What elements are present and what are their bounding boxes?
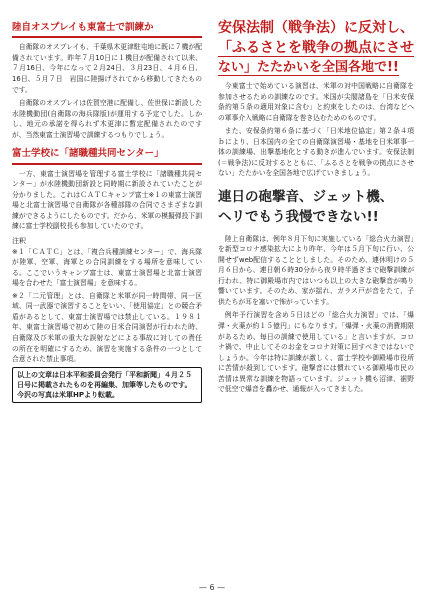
fuji-school-paragraph: 一方、東富士演習場を管理する富士学校に「諸職種共同センター」が水陸機動団新設と同時期に新設されていたことが分かりました。これはＣＡＴＣキャンプ富士※１の東富士演習場と北富士演習場で自衛隊が各種部隊の合同でさまざまな訓練ができるようにしたものです。だから、米軍の模擬弾投下訓練に富士学校副校長も参加していたのです。 — [12, 169, 202, 231]
article1-paragraph-2: また、安保条約第６条に基づく「日米地位協定」第２条４項ｂにより、日本国内の全ての自衛隊演習場・基地を日米軍事一体の訓練場、出撃基地化とする動きが進んでいます。安保法制(＝戦争法)に反対するとともに、「ふるさとを戦争の拠点にさせない」たたかいを全国各地で広げていきましょう。 — [218, 127, 414, 178]
osprey-paragraph-2: 自衛隊のオスプレイは佐賀空港に配備し、佐世保に新設した水陸機動団(自衛隊の海兵隊版)が運用する予定でした。しかし、地元の承諾を得られず木更津に暫定配備されたのですが、当然東富士演習場で訓練するつもりでしょう。 — [12, 99, 202, 139]
right-column — [218, 20, 414, 398]
note-2: ※２「二元管理」とは、自衛隊と米軍が同一時間帯、同一区域、同一武器で演習することをいい、「使用協定」との競合矛盾があるとして、東富士演習場では禁止している。１９８１年、東富士演習場で初めて陸の日米合同演習が行われた時、自衛隊及び米軍の重大な誤射などによる事故に対しての責任の所在を明確にするため、演習を実施する条件の一つとして合意された禁止事項。 — [12, 291, 202, 364]
headline-line-1: 安保法制（戦争法）に反対し、 — [218, 20, 414, 36]
headline2-line-1: 連日の砲撃音、ジェット機、 — [218, 188, 394, 205]
headline-line-2: 「ふるさとを戦争の拠点にさせ — [218, 39, 414, 56]
article2-paragraph-1: 陸上自衛隊は、例年８月下旬に実施している「総合火力演習」を新型コロナ感染拡大により昨年、今年は５月下旬に行い、公開せずweb配信することとしました。そのため、連休明けの５月６日から、連日朝６時30分から夜９時半過ぎまで砲撃訓練が行われ、特に御殿場市内ではいつも以上の大きな砲撃音が鳴り響いています。そのため、家が揺れ、ガラス戸が音をたて、子供たちが耳を塞いで怖がっています。 — [218, 234, 414, 306]
section-title-fuji-school: 富士学校に「諸職種共同センター」 — [12, 146, 202, 164]
page-number: — 6 — — [198, 583, 226, 592]
left-column — [12, 20, 202, 403]
source-note-box: 以上の文章は日本平和委員会発行「平和新聞」４月２５日号に掲載されたものを再編集、加筆等したものです。今沢の写真は米軍HPより転載。 — [12, 367, 202, 403]
section-title-osprey: 陸自オスプレイも東富士で訓練か — [12, 20, 202, 38]
headline2-line-2: ヘリでもう我慢できない!! — [218, 208, 379, 225]
article2-paragraph-2: 例年予行演習を含め５日ほどの「総合火力演習」では、「爆弾・火薬が約１５億円」にもなります。「爆弾・火薬の消費期限があるため、毎日の訓練で使用している」と言いますが、コロナ禍で、中止してそのお金をコロナ対策に回すべきではないでしょうか。今年は特に訓練が激しく、富士学校や御殿場市役所に苦情が殺到しています。砲撃音には慣れている御殿場市民の苦情は異常な訓練を物語っています。ジェット機も沼津、裾野で低空で爆音を轟かせ、通報が入ってきました。 — [218, 311, 414, 394]
notes-heading: 注釈 — [12, 236, 26, 245]
osprey-paragraph-1: 自衛隊のオスプレイも、千葉県木更津駐屯地に既に７機が配備されています。昨年７月10日に１機目が配備されて以来、７月16日、今年になって２月24日、３月23日、４月６日、16日、５月７日 岩国に陸揚げされてから移動してきたものです。 — [12, 43, 202, 94]
headline-line-3: ない」たたかいを全国各地で!! — [218, 59, 399, 75]
article1-paragraph-1: 今東富士で始めている演習は、米軍の対中国戦略に自衛隊を参加させるための訓練なのです。米国が尖閣諸島を「日米安保条約第５条の適用対象に含む」と約束をしたのは、台湾などへの軍事介入戦略に自衛隊を巻き込むためのものです。 — [218, 82, 414, 122]
note-1: ※１「ＣＡＴＣ」とは、「複合兵種訓練センター」で、海兵隊が陸軍、空軍、海軍との合同訓練をする場所を意味している。ここでいうキャンプ富士は、東富士演習場と北富士演習場を合わせた「富士演習場」を意味する。 — [12, 247, 202, 288]
